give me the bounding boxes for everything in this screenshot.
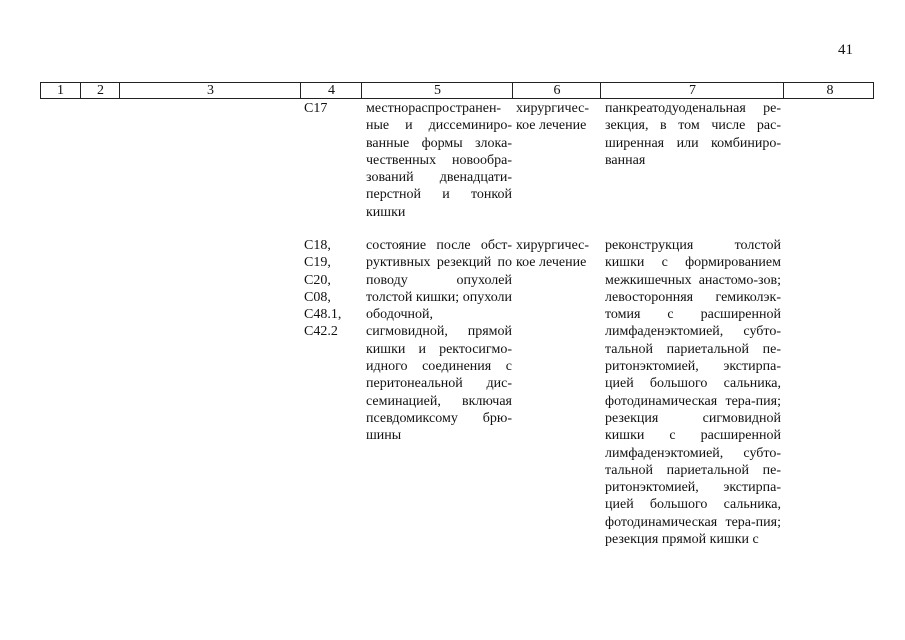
header-col-3: 3 bbox=[119, 83, 301, 98]
row2-codes bbox=[304, 237, 360, 341]
header-col-8: 8 bbox=[783, 83, 876, 98]
header-col-6: 6 bbox=[512, 83, 601, 98]
code: C42.2 bbox=[304, 324, 338, 340]
code: C20, bbox=[304, 272, 331, 288]
header-col-1: 1 bbox=[57, 83, 64, 98]
header-col-7: 7 bbox=[600, 83, 784, 98]
row2-treatment: хирургичес-кое лечение bbox=[516, 238, 590, 271]
row2-condition: состояние после обст-руктивных резекций по поводу опухолей толстой кишки; опухоли ободочной, сигмовидной, прямой кишки и ректосигмо-идного соединения с перитонеальной дис-семинацией, включая псевдомиксому брю-шины bbox=[366, 238, 512, 444]
code: C18, bbox=[304, 238, 331, 253]
header-col-4: 4 bbox=[300, 83, 362, 98]
code: C48.1, bbox=[304, 307, 342, 323]
code: C17 bbox=[304, 101, 328, 116]
row1-treatment: хирургичес-кое лечение bbox=[516, 101, 590, 134]
table-header bbox=[40, 82, 874, 99]
header-col-5: 5 bbox=[361, 83, 513, 98]
page-number: 41 bbox=[838, 42, 853, 58]
row1-codes bbox=[304, 100, 360, 117]
code: C19, bbox=[304, 255, 331, 271]
row1-condition: местнораспространен-ные и диссеминиро-ванные формы злока-чественных новообра-зований двенадцати-перстной и тонкой кишки bbox=[366, 101, 512, 220]
code: C08, bbox=[304, 289, 331, 305]
row2-method: реконструкция толстой кишки с формированием межкишечных анастомо-зов; левосторонняя гемиколэк-томия с расширенной лимфаденэктомией, субто-тальной париетальной пе-ритонэктомией, экстирпа-цией большого сальника, фотодинамическая тера-пия; резекция сигмовидной кишки с расширенной лимфаденэктомией, субто-тальной париетальной пе-ритонэктомией, экстирпа-цией большого сальника, фотодинамическая тера-пия; резекция прямой кишки с bbox=[605, 238, 781, 548]
header-col-2: 2 bbox=[80, 83, 120, 98]
row1-method: панкреатодуоденальная ре-зекция, в том числе рас-ширенная или комбиниро-ванная bbox=[605, 101, 781, 168]
